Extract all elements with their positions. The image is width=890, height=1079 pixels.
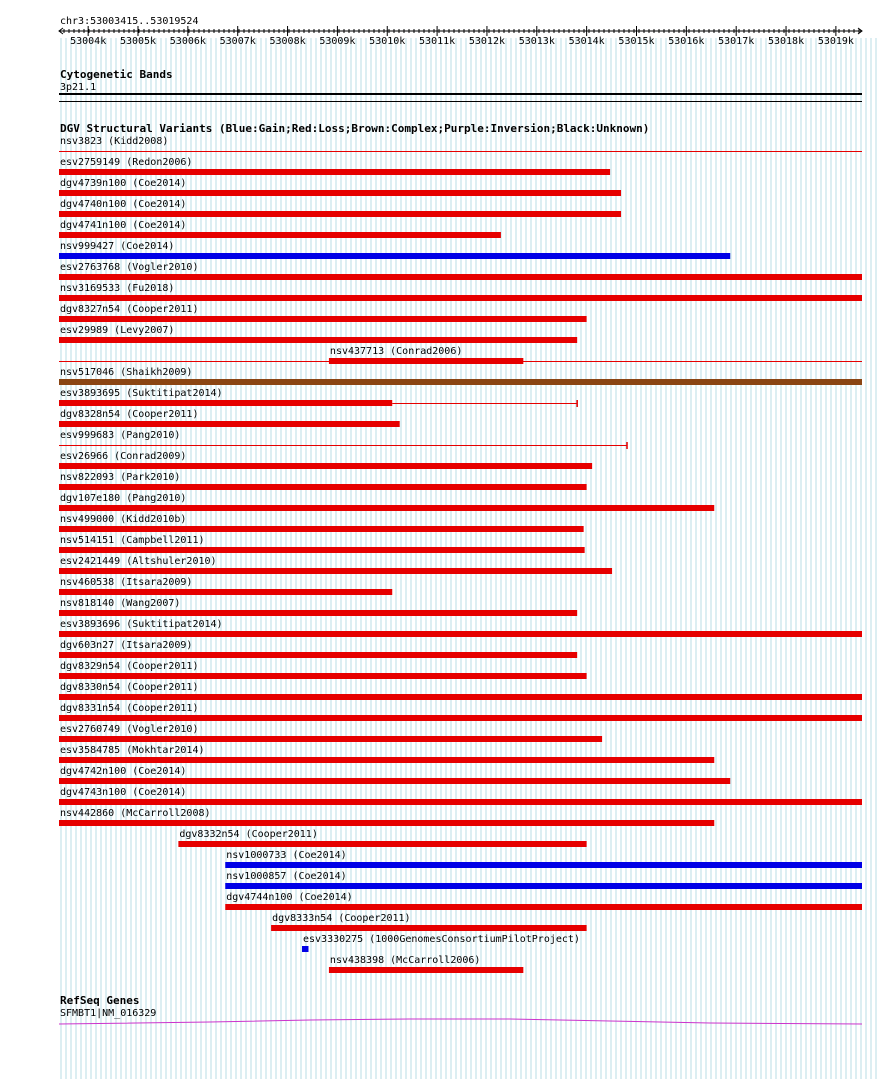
variant-label: dgv8332n54 (Cooper2011) xyxy=(179,829,318,840)
ruler-tick-label: 53014k xyxy=(568,36,605,47)
variant-bar xyxy=(59,757,714,763)
refseq-gene-label: SFMBT1|NM_016329 xyxy=(60,1008,157,1019)
variant-bar xyxy=(59,715,862,721)
variant-dgv8328n54 xyxy=(59,409,400,427)
variant-bar xyxy=(59,547,585,553)
ruler-tick-label: 53005k xyxy=(119,36,157,47)
variant-bar xyxy=(59,232,501,238)
refseq-title: RefSeq Genes xyxy=(60,994,140,1007)
variant-label: esv2763768 (Vogler2010) xyxy=(60,262,199,273)
variant-nsv822093 xyxy=(59,472,587,490)
variant-bar xyxy=(59,610,577,616)
variant-bar xyxy=(59,253,730,259)
variant-label: dgv4744n100 (Coe2014) xyxy=(226,892,353,903)
variant-label: dgv8330n54 (Cooper2011) xyxy=(60,682,199,693)
variant-dgv8327n54 xyxy=(59,304,587,322)
variant-nsv999427 xyxy=(59,241,730,259)
variant-label: esv999683 (Pang2010) xyxy=(60,430,181,441)
variant-bar xyxy=(59,400,392,406)
variant-bar xyxy=(225,904,862,910)
variant-dgv603n27 xyxy=(59,640,577,658)
variant-label: esv29989 (Levy2007) xyxy=(60,325,175,336)
variant-esv3893695 xyxy=(59,388,577,407)
variant-label: dgv8331n54 (Cooper2011) xyxy=(60,703,199,714)
variant-bar xyxy=(59,736,602,742)
ruler-tick-label: 53008k xyxy=(269,36,306,47)
ruler-tick-label: 53004k xyxy=(70,36,107,47)
variant-dgv8332n54 xyxy=(178,829,586,847)
variant-label: dgv8327n54 (Cooper2011) xyxy=(60,304,199,315)
variant-bar xyxy=(225,862,862,868)
variant-label: dgv4743n100 (Coe2014) xyxy=(60,787,187,798)
variant-bar xyxy=(59,694,862,700)
variant-bar xyxy=(59,778,730,784)
variant-bar xyxy=(59,484,587,490)
variant-label: nsv3169533 (Fu2018) xyxy=(60,283,175,294)
variant-label: nsv514151 (Campbell2011) xyxy=(60,535,205,546)
variant-label: nsv460538 (Itsara2009) xyxy=(60,577,193,588)
dgv-title: DGV Structural Variants (Blue:Gain;Red:Loss;Brown:Complex;Purple:Inversion;Black:Unknown) xyxy=(60,122,650,135)
variant-bar xyxy=(59,526,584,532)
variant-bar xyxy=(59,820,714,826)
variant-esv999683 xyxy=(59,430,627,449)
variant-label: dgv4739n100 (Coe2014) xyxy=(60,178,187,189)
variant-label: esv2421449 (Altshuler2010) xyxy=(60,556,217,567)
variant-label: nsv1000733 (Coe2014) xyxy=(226,850,347,861)
variant-nsv437713 xyxy=(59,346,862,364)
variant-bar xyxy=(59,673,587,679)
variant-dgv4740n100 xyxy=(59,199,621,217)
variant-bar xyxy=(329,967,523,973)
variant-nsv438398 xyxy=(329,955,523,973)
variant-bar xyxy=(59,421,400,427)
variant-label: nsv499000 (Kidd2010b) xyxy=(60,514,187,525)
variant-label: esv26966 (Conrad2009) xyxy=(60,451,187,462)
variant-label: dgv4742n100 (Coe2014) xyxy=(60,766,187,777)
ruler-tick-label: 53018k xyxy=(767,36,805,47)
variant-label: dgv107e180 (Pang2010) xyxy=(60,493,187,504)
variant-bar xyxy=(59,169,610,175)
variant-bar xyxy=(59,316,587,322)
cytoband-label: 3p21.1 xyxy=(60,82,97,93)
ruler-tick-label: 53010k xyxy=(369,36,406,47)
variant-dgv4742n100 xyxy=(59,766,730,784)
variant-label: nsv442860 (McCarroll2008) xyxy=(60,808,211,819)
variant-bar xyxy=(271,925,587,931)
ruler-tick-label: 53009k xyxy=(319,36,356,47)
variant-bar xyxy=(59,190,621,196)
variant-label: esv2759149 (Redon2006) xyxy=(60,157,193,168)
variant-label: dgv8333n54 (Cooper2011) xyxy=(272,913,411,924)
variant-label: esv3893695 (Suktitipat2014) xyxy=(60,388,223,399)
variant-label: esv3584785 (Mokhtar2014) xyxy=(60,745,205,756)
variant-dgv8329n54 xyxy=(59,661,587,679)
variant-nsv818140 xyxy=(59,598,577,616)
variant-label: dgv8328n54 (Cooper2011) xyxy=(60,409,199,420)
variant-bar xyxy=(59,652,577,658)
ruler-tick-label: 53017k xyxy=(718,36,755,47)
ruler-tick-label: 53007k xyxy=(219,36,256,47)
cytoband-title: Cytogenetic Bands xyxy=(60,68,173,81)
ruler-tick-label: 53011k xyxy=(419,36,456,47)
variant-label: esv3893696 (Suktitipat2014) xyxy=(60,619,223,630)
track-divider xyxy=(59,101,862,102)
variant-bar xyxy=(59,631,862,637)
locus-label: chr3:53003415..53019524 xyxy=(60,16,199,27)
variant-bar xyxy=(178,841,586,847)
variant-label: dgv4741n100 (Coe2014) xyxy=(60,220,187,231)
variant-label: dgv8329n54 (Cooper2011) xyxy=(60,661,199,672)
ruler-tick-label: 53006k xyxy=(169,36,206,47)
ruler-tick-label: 53015k xyxy=(618,36,655,47)
ruler-tick-label: 53013k xyxy=(518,36,555,47)
variant-bar xyxy=(59,379,862,385)
variant-dgv4739n100 xyxy=(59,178,621,196)
variant-bar xyxy=(59,505,714,511)
variant-label: esv2760749 (Vogler2010) xyxy=(60,724,199,735)
variant-bar xyxy=(59,211,621,217)
variant-dgv4741n100 xyxy=(59,220,501,238)
variant-label: nsv438398 (McCarroll2006) xyxy=(329,955,481,966)
cytoband-bar xyxy=(59,93,862,95)
variant-bar xyxy=(59,295,862,301)
ruler-tick-label: 53019k xyxy=(817,36,854,47)
variant-bar xyxy=(59,274,862,280)
variant-label: dgv603n27 (Itsara2009) xyxy=(60,640,193,651)
variant-bar xyxy=(329,358,523,364)
variant-label: dgv4740n100 (Coe2014) xyxy=(60,199,187,210)
variant-bar xyxy=(59,568,612,574)
variant-label: esv3330275 (1000GenomesConsortiumPilotProject) xyxy=(303,934,580,945)
variant-bar xyxy=(302,946,308,952)
variant-label: nsv437713 (Conrad2006) xyxy=(329,346,463,357)
variant-label: nsv818140 (Wang2007) xyxy=(60,598,181,609)
variant-label: nsv517046 (Shaikh2009) xyxy=(60,367,193,378)
variant-esv29989 xyxy=(59,325,577,343)
variant-label: nsv822093 (Park2010) xyxy=(60,472,181,483)
variant-bar xyxy=(59,463,592,469)
variant-bar xyxy=(59,799,862,805)
variant-dgv8333n54 xyxy=(271,913,587,931)
ruler-tick-label: 53012k xyxy=(468,36,506,47)
variant-esv2759149 xyxy=(59,157,610,175)
variant-bar xyxy=(225,883,862,889)
variant-label: nsv1000857 (Coe2014) xyxy=(226,871,347,882)
variant-bar xyxy=(59,589,392,595)
variant-label: nsv999427 (Coe2014) xyxy=(60,241,175,252)
variant-label: nsv3823 (Kidd2008) xyxy=(60,136,169,147)
ruler-tick-label: 53016k xyxy=(668,36,705,47)
variant-bar xyxy=(59,337,577,343)
